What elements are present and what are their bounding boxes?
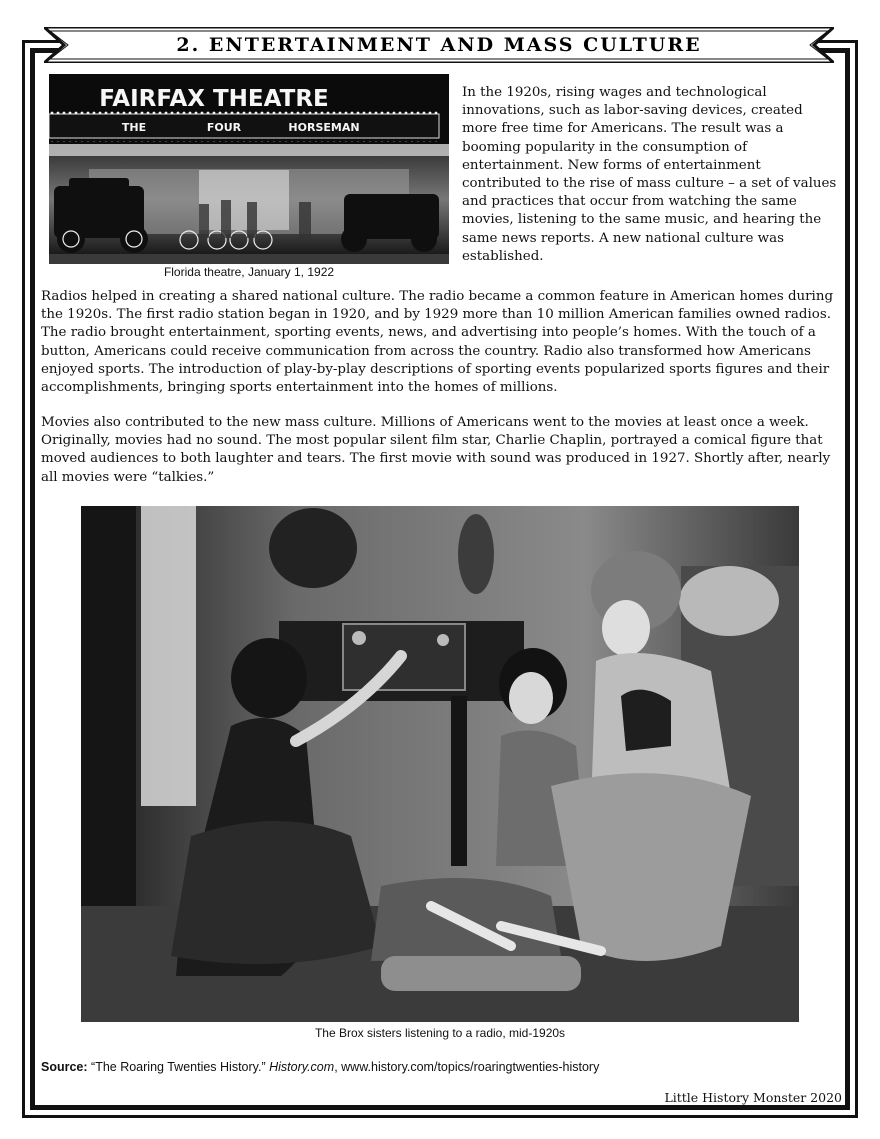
brox-sisters-photo — [81, 506, 799, 1022]
theatre-photo — [49, 74, 449, 264]
source-title: “The Roaring Twenties History.” — [91, 1060, 266, 1074]
marquee-word-1: THE — [121, 121, 147, 134]
source-citation — [41, 1060, 841, 1074]
marquee-name: FAIRFAX THEATRE — [99, 86, 329, 112]
theatre-photo-caption: Florida theatre, January 1, 1922 — [163, 265, 335, 279]
marquee-word-2: FOUR — [206, 121, 242, 134]
brox-sisters-photo-illustration — [81, 506, 799, 1022]
source-url: , www.history.com/topics/roaringtwenties-history — [334, 1060, 600, 1074]
movies-paragraph: Movies also contributed to the new mass culture. Millions of Americans went to the movies at least once a week. Originally, movies had no sound. The most popular silent film star, Charlie Chaplin, portrayed a comical figure that moved audiences to both laughter and tears. The first movie with sound was produced in 1927. Shortly after, nearly all movies were “talkies.” — [41, 415, 831, 485]
source-site: History.com — [269, 1060, 335, 1074]
radio-paragraph: Radios helped in creating a shared national culture. The radio became a common feature in American homes during the 1920s. The first radio station began in 1920, and by 1929 more than 10 million American families owned radios. The radio brought entertainment, sporting events, news, and advertising into people’s homes. With the touch of a button, Americans could receive communication from across the country. Radio also transformed how Americans enjoyed sports. The introduction of play-by-play descriptions of sporting events popularized sports figures and their accomplishments, bringing sports entertainment into the homes of millions. — [41, 289, 834, 396]
theatre-photo-illustration — [49, 74, 449, 264]
source-label: Source: — [41, 1060, 88, 1074]
page-title: 2. ENTERTAINMENT AND MASS CULTURE — [176, 34, 702, 56]
title-banner — [44, 27, 834, 63]
brox-sisters-caption: The Brox sisters listening to a radio, mid-1920s — [314, 1026, 566, 1040]
intro-paragraph: In the 1920s, rising wages and technological innovations, such as labor-saving devices, created more free time for Americans. The result was a booming popularity in the consumption of entertainment. New forms of entertainment contributed to the rise of mass culture – a set of values and practices that occur from watching the same movies, listening to the same music, and hearing the same news reports. A new national culture was established. — [462, 85, 837, 264]
marquee-word-3: HORSEMAN — [288, 121, 360, 134]
footer-credit: Little History Monster 2020 — [664, 1090, 842, 1105]
